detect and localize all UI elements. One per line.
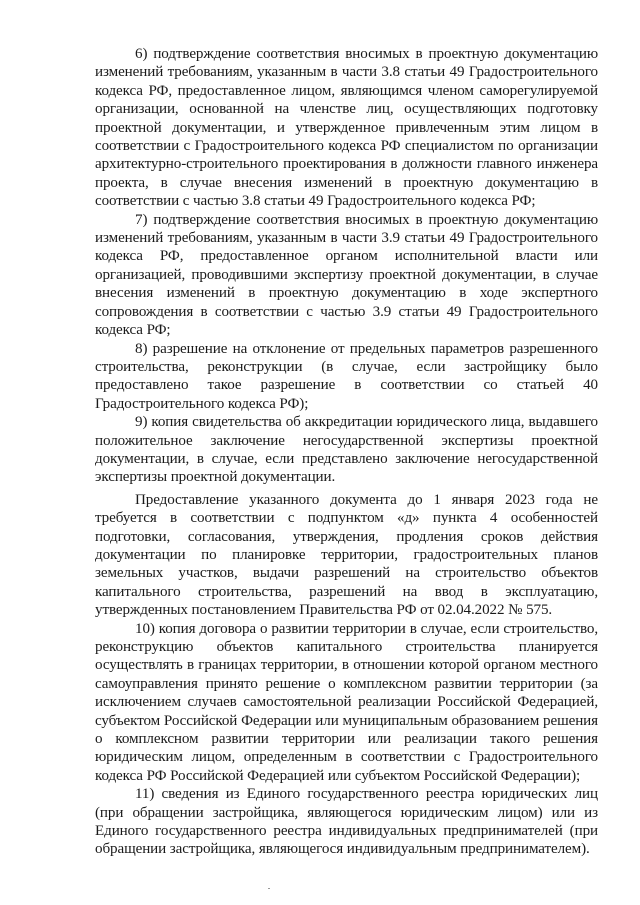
paragraph-item-11: 11) сведения из Единого государственного реестра юридических лиц (при обращении застройщика, являющегося юридическим лицом) или из Единого государственного реестра индивидуальных предпринимателей (при обращении застройщика, являющегося индивидуальным предпринимателем). <box>95 786 598 858</box>
paragraph-item-9: 9) копия свидетельства об аккредитации юридического лица, выдавшего положительное заключение негосударственной экспертизы проектной документации, в случае, если представлено заключение негосударственной экспертизы проектной документации. <box>95 414 598 486</box>
paragraph-item-10: 10) копия договора о развитии территории в случае, если строительство, реконструкцию объектов капитального строительства планируется осуществлять в границах территории, в отношении которой органом местного самоуправления принято решение о комплексном развитии территории (за исключением случаев самостоятельной реализации Российской Федерацией, субъектом Российской Федерации или муниципальным образованием решения о комплексном развитии территории или реализации такого решения юридическим лицом, определенным в соответствии с Градостроительного кодекса РФ Российской Федерацией или субъектом Российской Федерации); <box>95 620 598 784</box>
paragraph-item-8: 8) разрешение на отклонение от предельных параметров разрешенного строительства, реконструкции (в случае, если застройщику было предоставлено такое разрешение в соответствии со статьей 40 Градостроительного кодекса РФ); <box>95 340 598 412</box>
paragraph-item-6: 6) подтверждение соответствия вносимых в проектную документацию изменений требованиям, указанным в части 3.8 статьи 49 Градостроительного кодекса РФ, предоставленное лицом, являющимся членом саморегулируемой организации, основанной на членстве лиц, осуществляющих подготовку проектной документации, и утвержденное привлеченным этим лицом в соответствии с Градостроительного кодекса РФ специалистом по организации архитектурно-строительного проектирования в должности главного инженера проекта, в случае внесения изменений в проектную документацию в соответствии с частью 3.8 статьи 49 Градостроительного кодекса РФ; <box>95 46 598 210</box>
paragraph-note: Предоставление указанного документа до 1 января 2023 года не требуется в соответствии с подпунктом «д» пункта 4 особенностей подготовки, согласования, утверждения, продления сроков действия документации по планировке территории, градостроительных планов земельных участков, выдачи разрешений на строительство объектов капитального строительства, разрешений на ввод в эксплуатацию, утвержденных постановлением Правительства РФ от 02.04.2022 № 575. <box>95 491 598 619</box>
paragraph-item-7: 7) подтверждение соответствия вносимых в проектную документацию изменений требованиям, указанным в части 3.9 статьи 49 Градостроительного кодекса РФ, предоставленное органом исполнительной власти или организацией, проводившими экспертизу проектной документации, в случае внесения изменений в проектную документацию в ходе экспертного сопровождения в соответствии с частью 3.9 статьи 49 Градостроительного кодекса РФ; <box>95 211 598 339</box>
document-body <box>95 45 598 859</box>
scan-speck <box>268 888 270 889</box>
